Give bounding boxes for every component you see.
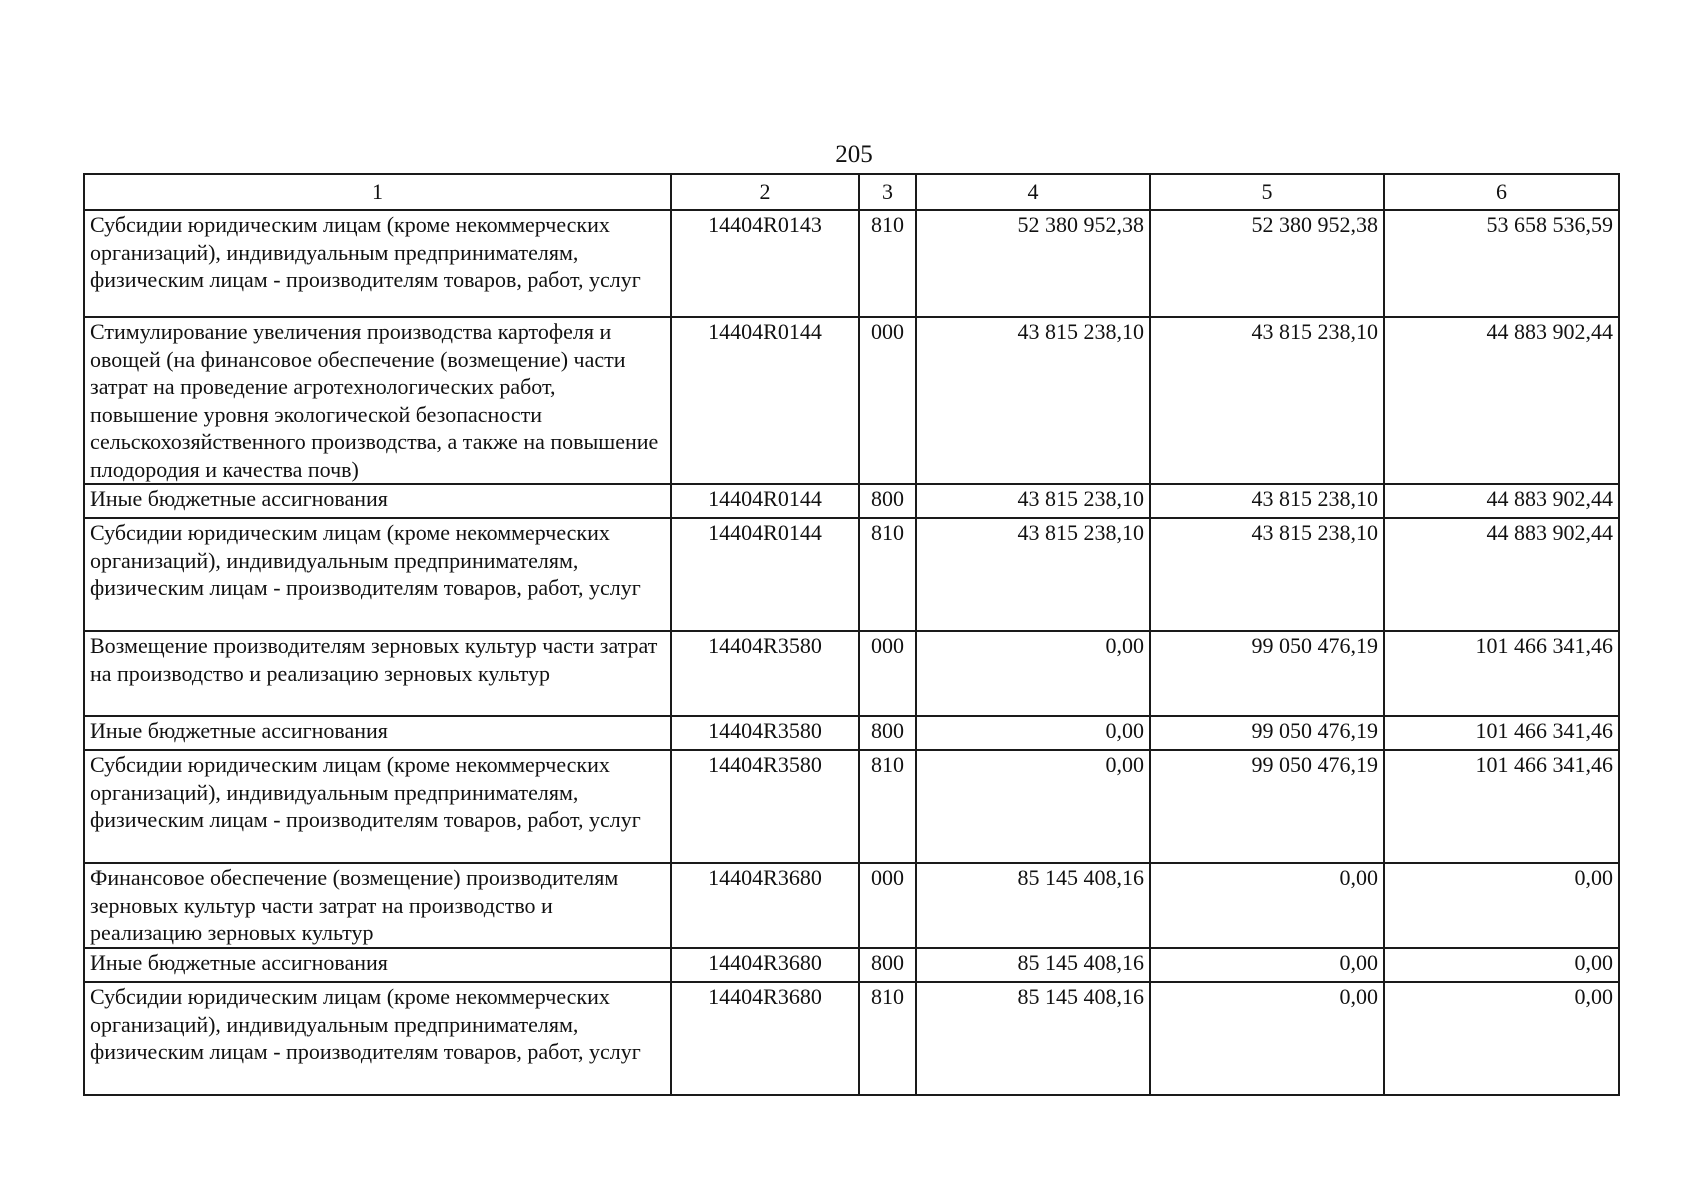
row-value-4: 85 145 408,16	[916, 863, 1150, 948]
row-value-5: 43 815 238,10	[1150, 317, 1384, 484]
row-expense-type: 000	[859, 863, 916, 948]
header-col-3: 3	[859, 174, 916, 210]
table-row	[84, 484, 1619, 518]
row-code: 14404R0144	[671, 518, 859, 631]
row-value-5: 99 050 476,19	[1150, 716, 1384, 750]
row-name: Финансовое обеспечение (возмещение) производителям зерновых культур части затрат на производство и реализацию зерновых культур	[84, 863, 671, 948]
row-name: Иные бюджетные ассигнования	[84, 716, 671, 750]
header-col-1: 1	[84, 174, 671, 210]
row-code: 14404R3580	[671, 631, 859, 716]
table-row	[84, 716, 1619, 750]
header-col-2: 2	[671, 174, 859, 210]
row-value-4: 43 815 238,10	[916, 317, 1150, 484]
row-code: 14404R0144	[671, 484, 859, 518]
table-row	[84, 750, 1619, 863]
row-code: 14404R3680	[671, 948, 859, 982]
row-name: Возмещение производителям зерновых культур части затрат на производство и реализацию зерновых культур	[84, 631, 671, 716]
budget-table	[83, 173, 1620, 1096]
row-value-6: 44 883 902,44	[1384, 518, 1619, 631]
row-value-4: 85 145 408,16	[916, 982, 1150, 1095]
row-name: Иные бюджетные ассигнования	[84, 948, 671, 982]
row-value-4: 43 815 238,10	[916, 484, 1150, 518]
row-value-6: 53 658 536,59	[1384, 210, 1619, 317]
header-row	[84, 174, 1619, 210]
table-row	[84, 631, 1619, 716]
table-row	[84, 863, 1619, 948]
row-value-5: 0,00	[1150, 982, 1384, 1095]
table-row	[84, 948, 1619, 982]
row-value-6: 0,00	[1384, 948, 1619, 982]
row-expense-type: 000	[859, 631, 916, 716]
row-value-4: 43 815 238,10	[916, 518, 1150, 631]
row-code: 14404R3680	[671, 982, 859, 1095]
row-value-6: 0,00	[1384, 863, 1619, 948]
row-name: Субсидии юридическим лицам (кроме некоммерческих организаций), индивидуальным предпринимателям, физическим лицам - производителям товаров, работ, услуг	[84, 210, 671, 317]
row-value-6: 101 466 341,46	[1384, 631, 1619, 716]
row-expense-type: 810	[859, 210, 916, 317]
row-expense-type: 810	[859, 750, 916, 863]
row-value-5: 0,00	[1150, 863, 1384, 948]
table-row	[84, 982, 1619, 1095]
table-row	[84, 518, 1619, 631]
row-expense-type: 800	[859, 948, 916, 982]
row-value-6: 44 883 902,44	[1384, 484, 1619, 518]
row-code: 14404R3580	[671, 716, 859, 750]
table-row	[84, 317, 1619, 484]
row-code: 14404R0144	[671, 317, 859, 484]
row-value-4: 85 145 408,16	[916, 948, 1150, 982]
row-value-6: 0,00	[1384, 982, 1619, 1095]
page-number-text: 205	[835, 141, 873, 168]
row-name: Субсидии юридическим лицам (кроме некоммерческих организаций), индивидуальным предпринимателям, физическим лицам - производителям товаров, работ, услуг	[84, 750, 671, 863]
row-value-5: 43 815 238,10	[1150, 518, 1384, 631]
row-name: Иные бюджетные ассигнования	[84, 484, 671, 518]
row-expense-type: 810	[859, 982, 916, 1095]
row-value-5: 43 815 238,10	[1150, 484, 1384, 518]
row-value-5: 52 380 952,38	[1150, 210, 1384, 317]
header-col-4: 4	[916, 174, 1150, 210]
header-col-5: 5	[1150, 174, 1384, 210]
row-expense-type: 800	[859, 484, 916, 518]
row-value-4: 0,00	[916, 716, 1150, 750]
row-name: Субсидии юридическим лицам (кроме некоммерческих организаций), индивидуальным предпринимателям, физическим лицам - производителям товаров, работ, услуг	[84, 982, 671, 1095]
row-expense-type: 000	[859, 317, 916, 484]
row-name: Субсидии юридическим лицам (кроме некоммерческих организаций), индивидуальным предпринимателям, физическим лицам - производителям товаров, работ, услуг	[84, 518, 671, 631]
row-value-6: 101 466 341,46	[1384, 716, 1619, 750]
row-value-5: 99 050 476,19	[1150, 750, 1384, 863]
page-number	[0, 141, 1698, 169]
row-value-6: 44 883 902,44	[1384, 317, 1619, 484]
row-value-5: 99 050 476,19	[1150, 631, 1384, 716]
row-code: 14404R3680	[671, 863, 859, 948]
row-expense-type: 810	[859, 518, 916, 631]
header-col-6: 6	[1384, 174, 1619, 210]
row-value-4: 0,00	[916, 750, 1150, 863]
row-code: 14404R3580	[671, 750, 859, 863]
row-name: Стимулирование увеличения производства картофеля и овощей (на финансовое обеспечение (возмещение) части затрат на проведение агротехнологических работ, повышение уровня экологической безопасности сельскохозяйственного производства, а также на повышение плодородия и качества почв)	[84, 317, 671, 484]
table-row	[84, 210, 1619, 317]
row-code: 14404R0143	[671, 210, 859, 317]
row-value-4: 52 380 952,38	[916, 210, 1150, 317]
row-expense-type: 800	[859, 716, 916, 750]
row-value-6: 101 466 341,46	[1384, 750, 1619, 863]
row-value-5: 0,00	[1150, 948, 1384, 982]
row-value-4: 0,00	[916, 631, 1150, 716]
